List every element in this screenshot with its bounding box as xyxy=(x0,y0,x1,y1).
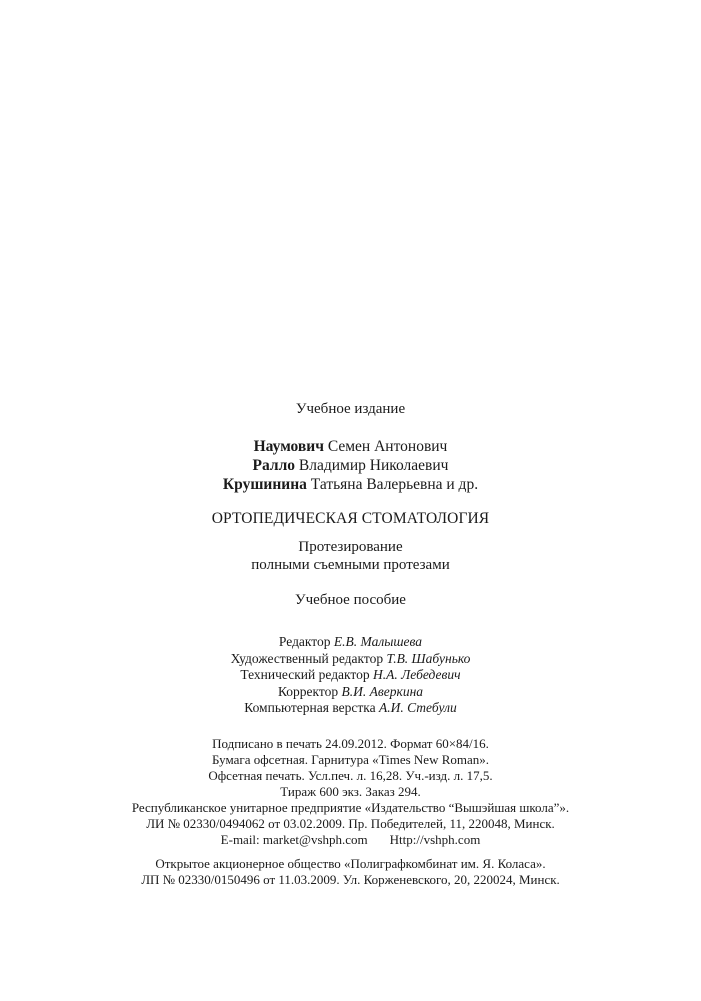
subtitle xyxy=(0,538,701,574)
credit-line xyxy=(0,700,701,717)
subtitle-line: Протезирование xyxy=(298,539,403,555)
author-given-name: Семен Антонович xyxy=(327,438,448,455)
credits-list xyxy=(0,634,701,717)
credit-name: Е.В. Малышева xyxy=(333,634,423,649)
credit-name: А.И. Стебули xyxy=(378,700,457,715)
author-line xyxy=(0,456,701,475)
credit-line xyxy=(0,684,701,701)
printer-license: ЛП № 02330/0150496 от 11.03.2009. Ул. Корженевского, 20, 220024, Минск. xyxy=(141,872,560,887)
credit-name: Н.А. Лебедевич xyxy=(373,667,461,682)
edition-type-text: Учебное издание xyxy=(295,401,406,417)
credit-line xyxy=(0,634,701,651)
credit-line xyxy=(0,667,701,684)
printer-info xyxy=(0,856,701,888)
publisher-email: E-mail: market@vshph.com xyxy=(220,832,368,847)
main-title xyxy=(0,510,701,528)
author-line xyxy=(0,475,701,494)
author-line xyxy=(0,437,701,456)
publisher-website: Http://vshph.com xyxy=(389,832,481,847)
credit-role: Художественный редактор xyxy=(230,650,384,666)
authors-list xyxy=(0,437,701,494)
author-surname: Наумович xyxy=(253,438,324,455)
credit-role: Редактор xyxy=(278,634,331,649)
print-info xyxy=(0,736,701,800)
author-surname: Крушинина xyxy=(222,476,307,493)
credit-name: Т.В. Шабунько xyxy=(386,650,471,666)
main-title-text: ОРТОПЕДИЧЕСКАЯ СТОМАТОЛОГИЯ xyxy=(211,510,490,527)
print-info-line: Офсетная печать. Усл.печ. л. 16,28. Уч.-изд. л. 17,5. xyxy=(208,768,493,783)
document-type-text: Учебное пособие xyxy=(295,592,406,608)
publisher-info xyxy=(0,800,701,848)
printer-name: Открытое акционерное общество «Полиграфкомбинат им. Я. Коласа». xyxy=(155,856,546,871)
edition-type xyxy=(0,401,701,418)
author-given-name: Владимир Николаевич xyxy=(298,457,449,474)
author-given-name: Татьяна Валерьевна и др. xyxy=(310,476,479,493)
author-surname: Ралло xyxy=(252,457,296,474)
print-info-line: Бумага офсетная. Гарнитура «Times New Roman». xyxy=(211,752,490,767)
publisher-license: ЛИ № 02330/0494062 от 03.02.2009. Пр. Победителей, 11, 220048, Минск. xyxy=(146,816,555,831)
document-type xyxy=(0,592,701,609)
credit-role: Корректор xyxy=(277,683,339,699)
publisher-name: Республиканское унитарное предприятие «Издательство “Вышэйшая школа”». xyxy=(131,800,570,815)
print-info-line: Тираж 600 экз. Заказ 294. xyxy=(280,784,421,799)
publisher-contacts xyxy=(0,832,701,848)
credit-role: Технический редактор xyxy=(240,667,370,682)
credit-role: Компьютерная верстка xyxy=(244,700,376,715)
credit-name: В.И. Аверкина xyxy=(341,683,424,699)
subtitle-line: полными съемными протезами xyxy=(251,557,450,573)
print-info-line: Подписано в печать 24.09.2012. Формат 60×84/16. xyxy=(212,736,489,751)
credit-line xyxy=(0,651,701,668)
